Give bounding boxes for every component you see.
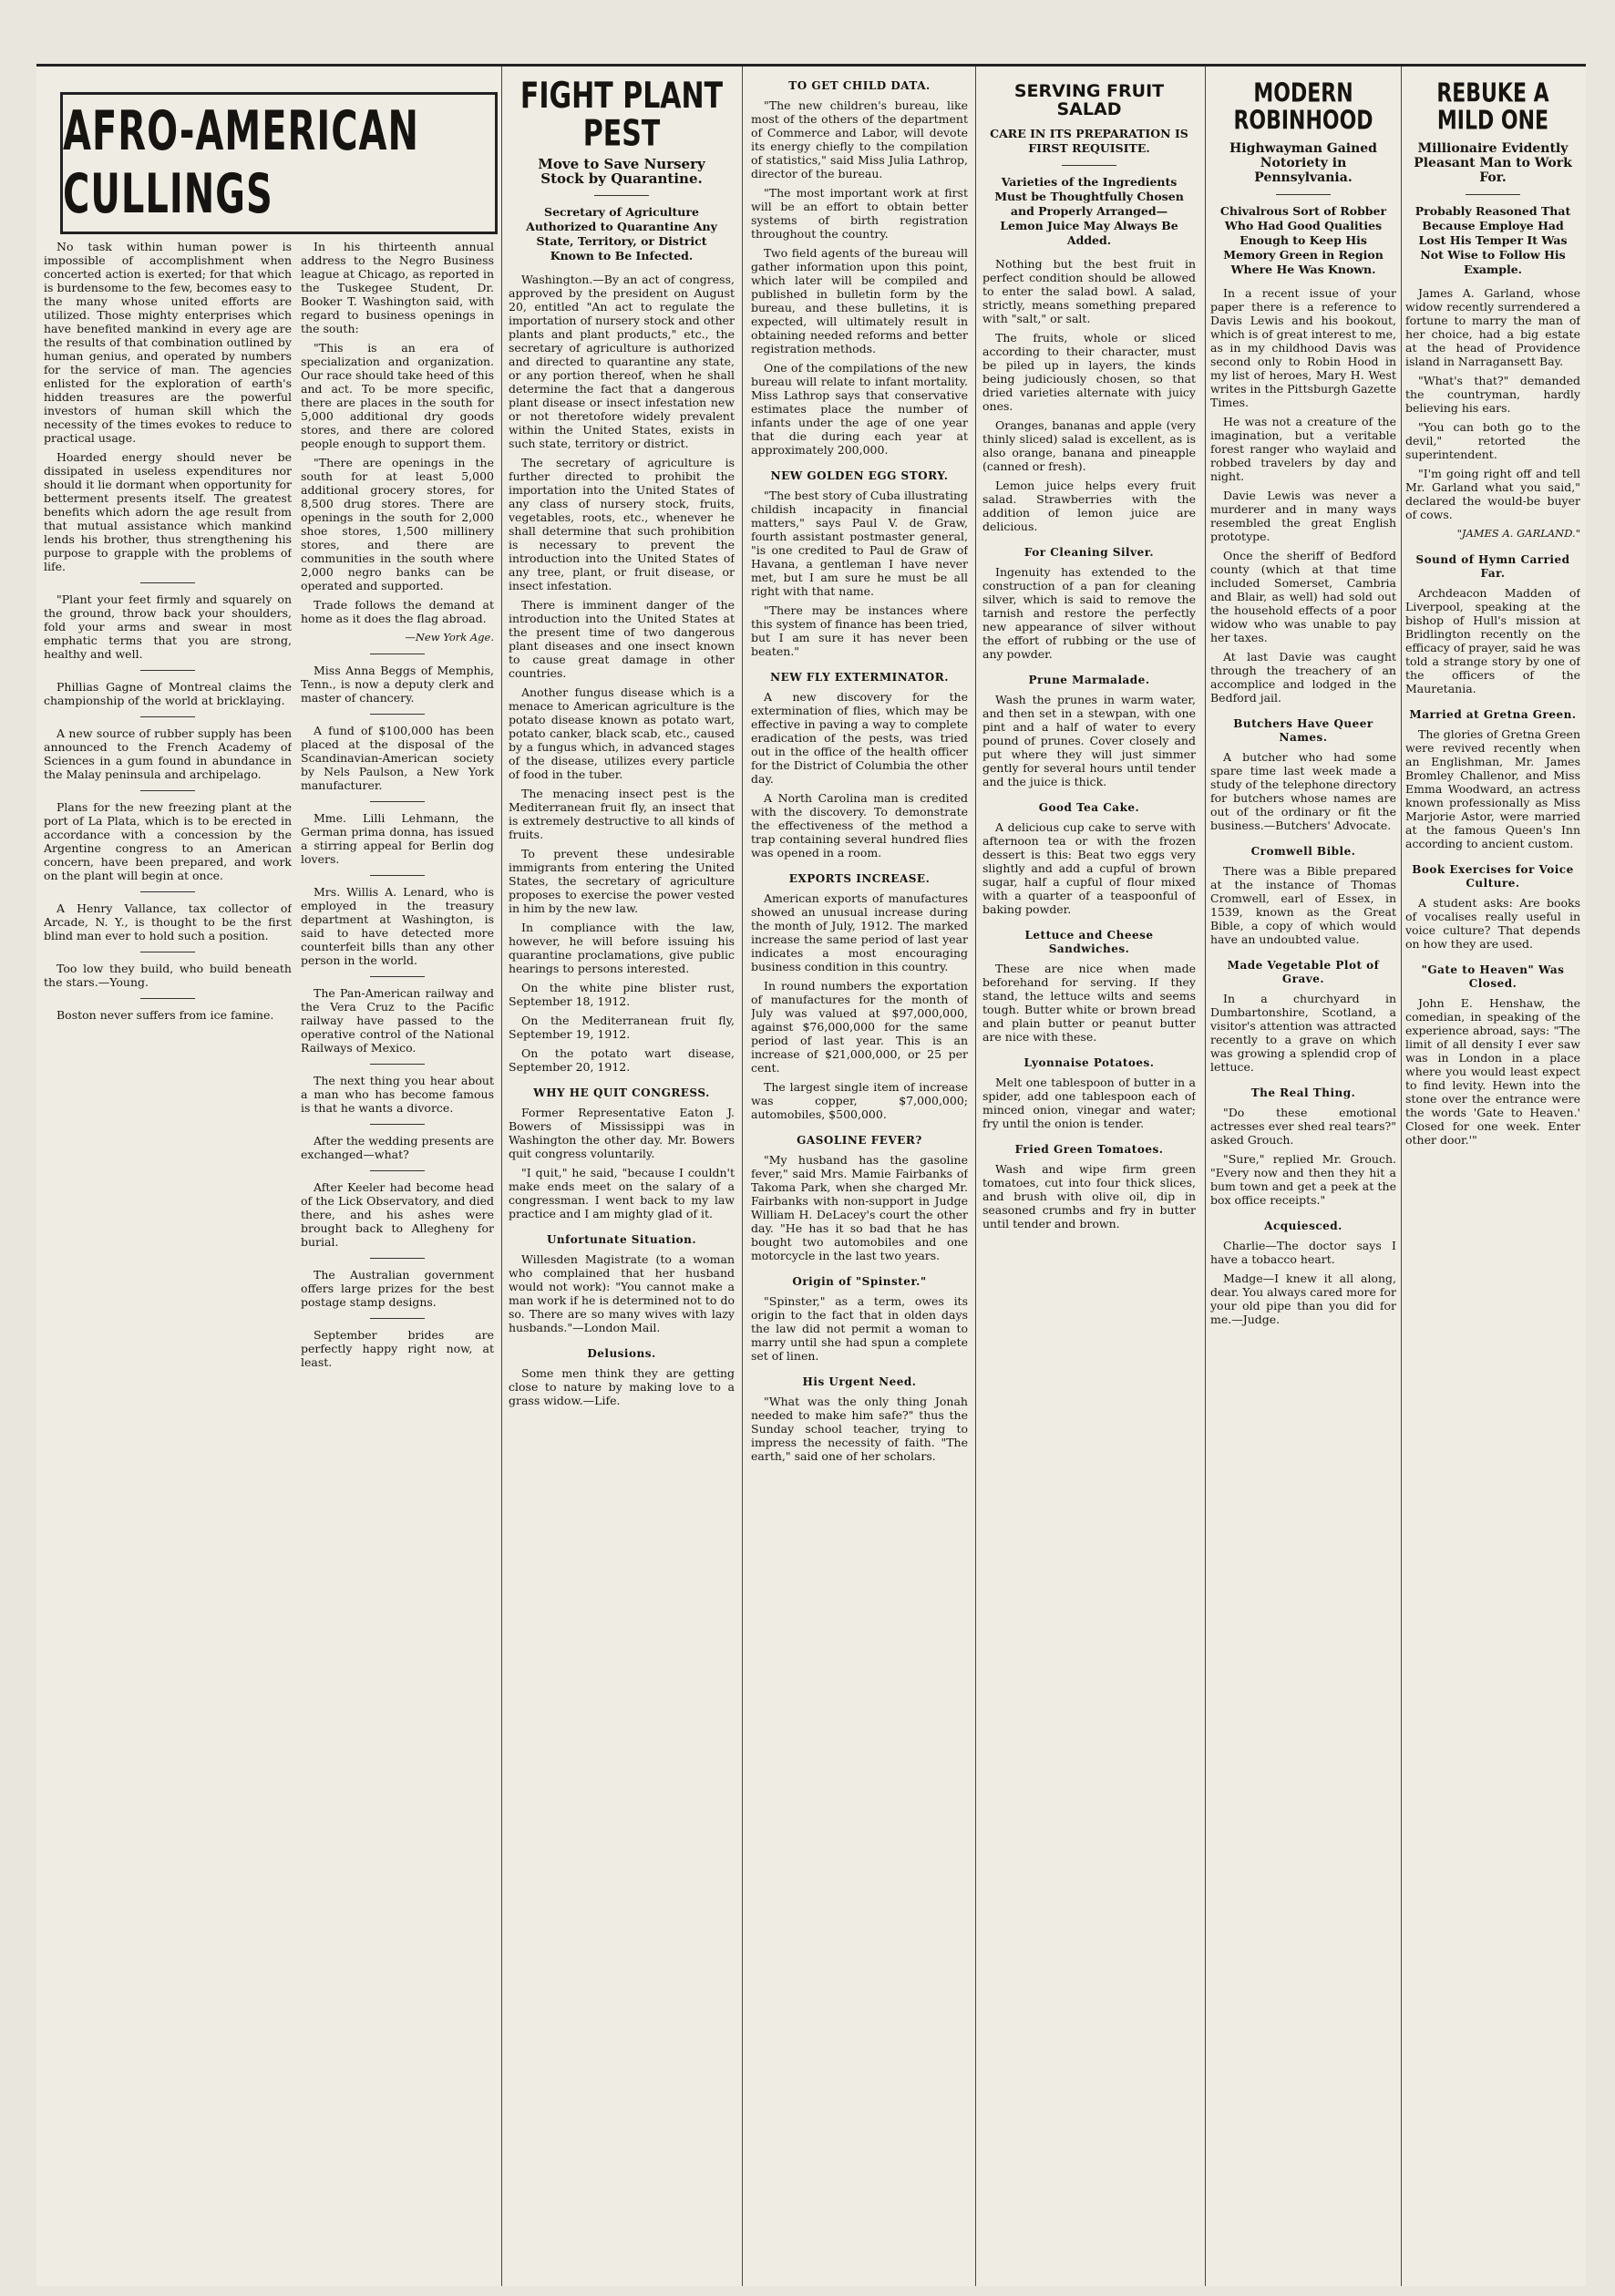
- subheading: Lettuce and Cheese Sandwiches.: [1024, 928, 1154, 955]
- article-paragraph: "Sure," replied Mr. Grouch. "Every now and then they hit a bum town and get a peek at the box office receipts.": [1210, 1152, 1396, 1208]
- article-paragraph: Plans for the new freezing plant at the port of La Plata, which is to be erected in accordance with a concession by the Argentine congress to an American concern, have been prepared, and work on the plant will begin at once.: [44, 800, 292, 882]
- article-paragraph: On the white pine blister rust, September 18, 1912.: [509, 981, 735, 1008]
- divider: [370, 801, 425, 802]
- article-paragraph: Davie Lewis was never a murderer and in many ways resembled the great English prototype.: [1210, 489, 1396, 544]
- article-deck: Highwayman Gained Notoriety in Pennsylvania.: [1229, 141, 1377, 186]
- article-paragraph: Hoarded energy should never be dissipated in useless expenditures nor should it lie dormant when opportunity for betterment presents itself. The greatest benefits which adorn the age result from that mutual assistance which mankind lends his brother, thus strengthening his purpose to grapple with the problems of life.: [44, 450, 292, 573]
- subheading: His Urgent Need.: [802, 1375, 917, 1388]
- article-paragraph: Former Representative Eaton J. Bowers of Mississippi was in Washington the other day. Mr. Bowers quit congress voluntarily.: [509, 1106, 735, 1160]
- subheading: Origin of "Spinster.": [792, 1275, 927, 1288]
- article-paragraph: The fruits, whole or sliced according to their character, must be piled up in layers, the kinds being judiciously chosen, so that dried varieties alternate with juicy ones.: [982, 330, 1196, 413]
- banner-title: AFRO-AMERICAN CULLINGS: [63, 100, 419, 226]
- column-3: [751, 76, 968, 2277]
- article-paragraph: American exports of manufactures showed an unusual increase during the month of July, 1912. The marked increase the same period of last year indicates a most encouraging business condition in this country.: [751, 891, 968, 973]
- article-paragraph: "The new children's bureau, like most of the others of the department of Commerce and Labor, will devote its energy chiefly to the compilation of statistics," said Miss Julia Lathrop, director of the bureau.: [751, 98, 968, 180]
- subheading: Good Tea Cake.: [1038, 800, 1140, 814]
- article-paragraph: "You can both go to the devil," retorted the superintendent.: [1405, 420, 1580, 462]
- column-1: [44, 240, 292, 2277]
- article-paragraph: Oranges, bananas and apple (very thinly sliced) salad is excellent, as is also orange, banana and pineapple (canned or fresh).: [982, 417, 1196, 473]
- article-paragraph: No task within human power is impossible of accomplishment when concerted action is exerted; for that which is burdensome to the few, becomes easy to the many whose united efforts are utilized. Those mighty enterprises which have benefited mankind in every age are the results of that combination outlined by human genius, and operated by numbers for the service of man. The agencies enlisted for the exploration of earth's hidden treasures are the powerful investors of human skill which the necessity of the times evokes to reduce to practical usage.: [44, 240, 292, 445]
- subheading: GASOLINE FEVER?: [797, 1134, 922, 1147]
- article-paragraph: These are nice when made beforehand for serving. If they stand, the lettuce wilts and seems tough. Butter white or brown bread and plain butter or peanut butter are nice with these.: [982, 961, 1196, 1044]
- article-paragraph: "This is an era of specialization and organization. Our race should take heed of this and act. To be more specific, there are places in the south for 5,000 additional dry goods stores, and there are colored people enough to support them.: [301, 341, 494, 450]
- article-paragraph: Washington.—By an act of congress, approved by the president on August 20, entitled "An act to regulate the importation of nursery stock and other plants and plant products," etc., the secretary of agriculture is authorized and directed to quarantine any state, or any portion thereof, when he shall determine the fact that a dangerous plant disease or insect infestation new or not theretofore widely prevalent within the United States, exists in such state, territory or district.: [509, 273, 735, 450]
- article-paragraph: "I quit," he said, "because I couldn't make ends meet on the salary of a congressman. I went back to my law practice and I am mighty glad of it.: [509, 1166, 735, 1220]
- divider: [140, 582, 195, 583]
- subheading: Delusions.: [587, 1347, 656, 1360]
- article-paragraph: The secretary of agriculture is further directed to prohibit the importation into the United States of any class of nursery stock, fruits, vegetables, roots, etc., whenever he shall determine that such prohibition is necessary to prevent the introduction into the United States of any tree, plant, or fruit disease, or insect infestation.: [509, 456, 735, 592]
- headline: FIGHT PLANT PEST: [519, 76, 724, 155]
- article-deck: Move to Save Nursery Stock by Quarantine.: [538, 156, 705, 187]
- subheading: NEW GOLDEN EGG STORY.: [770, 469, 949, 482]
- article-signature: "JAMES A. GARLAND.": [1456, 527, 1580, 541]
- article-paragraph: One of the compilations of the new bureau will relate to infant mortality. Miss Lathrop says that conservative estimates place the number of infants under the age of one year that die during each year at approximately 200,000.: [751, 361, 968, 457]
- column-1b: [301, 240, 494, 2277]
- article-paragraph: In a churchyard in Dumbartonshire, Scotland, a visitor's attention was attracted recently to a grave on which was growing a splendid crop of lettuce.: [1210, 992, 1396, 1075]
- subheading: Lyonnaise Potatoes.: [1024, 1055, 1155, 1069]
- divider: [140, 891, 195, 892]
- article-paragraph: Phillias Gagne of Montreal claims the championship of the world at bricklaying.: [44, 680, 292, 707]
- headline: MODERN ROBINHOOD: [1233, 78, 1373, 137]
- article-subdeck: Secretary of Agriculture Authorized to Quarantine Any State, Territory, or District Known to Be Infected.: [526, 205, 717, 263]
- subheading: TO GET CHILD DATA.: [788, 79, 931, 92]
- article-paragraph: On the potato wart disease, September 20, 1912.: [509, 1046, 735, 1074]
- article-paragraph: Madge—I knew it all along, dear. You always cared more for your old pipe than you did for me.—Judge.: [1210, 1272, 1396, 1327]
- subheading: The Real Thing.: [1250, 1086, 1356, 1100]
- divider: [370, 1064, 425, 1065]
- headline: REBUKE A MILD ONE: [1436, 78, 1549, 137]
- column-rule: [742, 67, 743, 2286]
- article-paragraph: "There are openings in the south for at least 5,000 additional grocery stores, for 8,500 drug stores. There are openings in the south for 2,000 shoe stores, 1,500 millinery stores, and there are communities in the south where 2,000 negro banks can be operated and supported.: [301, 456, 494, 592]
- article-paragraph: A North Carolina man is credited with the discovery. To demonstrate the effectiveness of the method a trap containing several hundred flies was opened in a room.: [751, 791, 968, 860]
- article-subdeck: Chivalrous Sort of Robber Who Had Good Qualities Enough to Keep His Memory Green in Region Where He Was Known.: [1219, 204, 1387, 277]
- divider: [140, 998, 195, 999]
- divider: [1062, 165, 1116, 166]
- article-paragraph: "There may be instances where this system of finance has been tried, but I am sure it has never been beaten.": [751, 603, 968, 658]
- divider: [370, 875, 425, 876]
- article-paragraph: A new discovery for the extermination of flies, which may be effective in paving a way to complete eradication of the pests, was tried out in the office of the health officer for the District of Columbia the other day.: [751, 690, 968, 786]
- article-paragraph: In compliance with the law, however, he will before issuing his quarantine proclamations, give public hearings to persons interested.: [509, 921, 735, 975]
- article-paragraph: After the wedding presents are exchanged—what?: [301, 1134, 494, 1161]
- article-paragraph: On the Mediterranean fruit fly, September 19, 1912.: [509, 1014, 735, 1041]
- article-paragraph: John E. Henshaw, the comedian, in speaking of the experience abroad, says: "The limit of all density I ever saw was in London in a place where you would least expect to find levity. Hewn into the stone over the entrance were the words 'Gate to Heaven.' Closed for one week. Enter other door.'": [1405, 996, 1580, 1148]
- article-paragraph: "My husband has the gasoline fever," said Mrs. Mamie Fairbanks of Takoma Park, when she charged Mr. Fairbanks with non-support in Judge William H. DeLacey's court the other day. "He has it so bad that he has bought two automobiles and one motorcycle in the last two years.: [751, 1153, 968, 1262]
- article-paragraph: Wash and wipe firm green tomatoes, cut into four thick slices, and brush with olive oil, dip in seasoned crumbs and fry in butter until tender and brown.: [982, 1161, 1196, 1230]
- subheading: Unfortunate Situation.: [546, 1233, 697, 1246]
- column-rule: [975, 67, 976, 2286]
- article-paragraph: Trade follows the demand at home as it does the flag abroad.: [301, 598, 494, 625]
- article-paragraph: In his thirteenth annual address to the Negro Business league at Chicago, as reported in the Tuskegee Student, Dr. Booker T. Washington said, with regard to business openings in the south:: [301, 240, 494, 335]
- article-paragraph: "What's that?" demanded the countryman, hardly believing his ears.: [1405, 374, 1580, 416]
- article-paragraph: Charlie—The doctor says I have a tobacco heart.: [1210, 1239, 1396, 1267]
- article-paragraph: Too low they build, who build beneath the stars.—Young.: [44, 962, 292, 989]
- article-paragraph: A student asks: Are books of vocalises really useful in voice culture? That depends on how they are used.: [1405, 896, 1580, 952]
- divider: [1276, 194, 1331, 195]
- column-rule: [1401, 67, 1402, 2286]
- article-paragraph: Wash the prunes in warm water, and then set in a stewpan, with one pint and a half of water to every pound of prunes. Cover closely and put where they will just simmer gently for several hours until tender and the juice is thick.: [982, 692, 1196, 788]
- article-paragraph: Miss Anna Beggs of Memphis, Tenn., is now a deputy clerk and master of chancery.: [301, 664, 494, 705]
- article-subdeck: Varieties of the Ingredients Must be Thoughtfully Chosen and Properly Arranged—Lemon Juice May Always Be Added.: [994, 174, 1184, 247]
- divider: [370, 1124, 425, 1125]
- divider: [1466, 194, 1520, 195]
- article-paragraph: Willesden Magistrate (to a woman who complained that her husband would not work): "You cannot make a man work if he is determined not to do so. There are so many wives with lazy husbands."—London Mail.: [509, 1252, 735, 1334]
- article-signature: —New York Age.: [405, 631, 494, 643]
- subheading: Made Vegetable Plot of Grave.: [1227, 959, 1380, 986]
- article-paragraph: A new source of rubber supply has been announced to the French Academy of Sciences in a gum found in abundance in the Malay peninsula and archipelago.: [44, 726, 292, 781]
- subheading: Sound of Hymn Carried Far.: [1415, 553, 1570, 581]
- subheading: Married at Gretna Green.: [1409, 708, 1577, 722]
- masthead-banner: [60, 92, 498, 234]
- article-paragraph: "What was the only thing Jonah needed to make him safe?" thus the Sunday school teacher, trying to impress the necessity of faith. "The earth," said one of her scholars.: [751, 1395, 968, 1463]
- newspaper-page: [36, 64, 1586, 2286]
- divider: [370, 1318, 425, 1319]
- divider: [370, 714, 425, 715]
- headline: SERVING FRUIT SALAD: [1013, 81, 1165, 119]
- subheading: Cromwell Bible.: [1250, 845, 1356, 859]
- article-paragraph: After Keeler had become head of the Lick Observatory, and died there, and his ashes were brought back to Allegheny for burial.: [301, 1180, 494, 1249]
- column-rule: [1205, 67, 1206, 2286]
- article-paragraph: The Australian government offers large prizes for the best postage stamp designs.: [301, 1268, 494, 1309]
- article-paragraph: The glories of Gretna Green were revived recently when an Englishman, Mr. James Bromley Challenor, and Miss Emma Woodward, an actress known professionally as Miss Marjorie Astor, were married at the famous Queen's Inn according to ancient custom.: [1405, 727, 1580, 851]
- article-paragraph: Mme. Lilli Lehmann, the German prima donna, has issued a stirring appeal for Berlin dog lovers.: [301, 811, 494, 866]
- article-paragraph: A delicious cup cake to serve with afternoon tea or with the frozen dessert is this: Beat two eggs very slightly and add a cupful of brown sugar, half a cupful of flour mixed with a quarter of a teaspoonful of baking powder.: [982, 819, 1196, 916]
- subheading: For Cleaning Silver.: [1024, 545, 1155, 559]
- divider: [370, 976, 425, 977]
- article-paragraph: Lemon juice helps every fruit salad. Strawberries with the addition of lemon juice are delicious.: [982, 478, 1196, 533]
- column-4: [982, 76, 1196, 2277]
- column-2: [509, 76, 735, 2277]
- article-paragraph: A Henry Vallance, tax collector of Arcade, N. Y., is thought to be the first blind man ever to hold such a position.: [44, 901, 292, 942]
- article-paragraph: September brides are perfectly happy right now, at least.: [301, 1328, 494, 1369]
- article-paragraph: He was not a creature of the imagination, but a veritable forest ranger who waylaid and robbed travelers by day and night.: [1210, 415, 1396, 484]
- article-paragraph: In a recent issue of your paper there is a reference to Davis Lewis and his bookout, which is of great interest to me, as in my childhood Davis was second only to Robin Hood in my list of heroes, Mary H. West writes in the Pittsburgh Gazette Times.: [1210, 286, 1396, 410]
- article-paragraph: Boston never suffers from ice famine.: [57, 1008, 274, 1022]
- divider: [370, 1170, 425, 1171]
- divider: [594, 195, 649, 196]
- divider: [370, 1258, 425, 1259]
- subheading: Book Exercises for Voice Culture.: [1412, 863, 1574, 891]
- column-5: [1210, 76, 1396, 2277]
- article-paragraph: Mrs. Willis A. Lenard, who is employed in the treasury department at Washington, is said to have detected more counterfeit bills than any other person in the world.: [301, 885, 494, 967]
- article-paragraph: "The best story of Cuba illustrating childish incapacity in financial matters," says Paul V. de Graw, fourth assistant postmaster general, "is one credited to Paul de Graw of Havana, a gentleman I have never met, but I am sure he must be all right with that name.: [751, 489, 968, 598]
- subheading: Butchers Have Queer Names.: [1233, 717, 1373, 745]
- article-paragraph: Once the sheriff of Bedford county (which at that time included Somerset, Cambria and Blair, as well) had sold out the household effects of a poor widow who was unable to pay her taxes.: [1210, 549, 1396, 645]
- article-paragraph: The largest single item of increase was copper, $7,000,000; automobiles, $500,000.: [751, 1080, 968, 1121]
- article-paragraph: Archdeacon Madden of Liverpool, speaking at the bishop of Hull's mission at Bridlington recently on the efficacy of prayer, said he was told a strange story by one of the officers of the Mauretania.: [1405, 586, 1580, 696]
- article-paragraph: Melt one tablespoon of butter in a spider, add one tablespoon each of minced onion, vinegar and water; fry until the onion is tender.: [982, 1075, 1196, 1130]
- article-paragraph: "Do these emotional actresses ever shed real tears?" asked Grouch.: [1210, 1106, 1396, 1148]
- article-paragraph: Two field agents of the bureau will gather information upon this point, which later will be compiled and published in bulletin form by the bureau, and these bulletins, it is expected, will ultimately result in obtaining needed reforms and better registration methods.: [751, 246, 968, 355]
- column-6: [1405, 76, 1580, 2277]
- divider: [140, 716, 195, 717]
- article-paragraph: Nothing but the best fruit in perfect condition should be allowed to enter the salad bowl. A salad, strictly, means something prepared with "salt," or salt.: [982, 256, 1196, 325]
- divider: [140, 670, 195, 671]
- article-paragraph: "The most important work at first will be an effort to obtain better systems of birth registration throughout the country.: [751, 186, 968, 241]
- article-paragraph: To prevent these undesirable immigrants from entering the United States, the secretary of agriculture proposes to exercise the power vested in him by the new law.: [509, 847, 735, 915]
- article-subdeck: Probably Reasoned That Because Employe Had Lost His Temper It Was Not Wise to Follow His Example.: [1414, 204, 1571, 277]
- article-deck: CARE IN ITS PREPARATION IS FIRST REQUISITE.: [990, 126, 1188, 155]
- article-paragraph: Another fungus disease which is a menace to American agriculture is the potato disease known as potato wart, potato canker, black scab, etc., caused by a fungus which, in advanced stages of the disease, utilizes every particle of food in the tuber.: [509, 685, 735, 781]
- article-paragraph: The menacing insect pest is the Mediterranean fruit fly, an insect that is extremely destructive to all kinds of fruits.: [509, 787, 735, 841]
- divider: [140, 790, 195, 791]
- subheading: NEW FLY EXTERMINATOR.: [770, 671, 949, 684]
- article-paragraph: Ingenuity has extended to the construction of a pan for cleaning silver, which is said to remove the tarnish and restore the perfectly new appearance of silver without the effort of rubbing or the use of any powder.: [982, 564, 1196, 661]
- article-paragraph: A butcher who had some spare time last week made a study of the telephone directory for butchers whose names are out of the ordinary or fit the business.—Butchers' Advocate.: [1210, 750, 1396, 833]
- article-paragraph: "Plant your feet firmly and squarely on the ground, throw back your shoulders, fold your arms and swear in most emphatic terms that you are strong, healthy and well.: [44, 592, 292, 661]
- subheading: "Gate to Heaven" Was Closed.: [1421, 963, 1565, 991]
- subheading: EXPORTS INCREASE.: [788, 872, 931, 885]
- column-rule: [501, 67, 502, 2286]
- subheading: Prune Marmalade.: [1028, 673, 1150, 686]
- article-paragraph: The next thing you hear about a man who has become famous is that he wants a divorce.: [301, 1074, 494, 1115]
- article-paragraph: In round numbers the exportation of manufactures for the month of July was valued at $97,000,000, against $76,000,000 for the same period of last year. This is an increase of $21,000,000, or 25 per cent.: [751, 979, 968, 1075]
- subheading: WHY HE QUIT CONGRESS.: [533, 1086, 710, 1099]
- article-paragraph: A fund of $100,000 has been placed at the disposal of the Scandinavian-American society by Nels Paulson, a New York manufacturer.: [301, 724, 494, 792]
- article-paragraph: "Spinster," as a term, owes its origin to the fact that in olden days the law did not permit a woman to marry until she had spun a complete set of linen.: [751, 1294, 968, 1363]
- article-paragraph: At last Davie was caught through the treachery of an accomplice and lodged in the Bedford jail.: [1210, 650, 1396, 705]
- article-paragraph: James A. Garland, whose widow recently surrendered a fortune to marry the man of her choice, had a big estate at the head of Providence island in Narragansett Bay.: [1405, 286, 1580, 369]
- article-paragraph: There was a Bible prepared at the instance of Thomas Cromwell, earl of Essex, in 1539, known as the Great Bible, a copy of which would have an undoubted value.: [1210, 864, 1396, 947]
- article-paragraph: "I'm going right off and tell Mr. Garland what you said," declared the would-be buyer of cows.: [1405, 467, 1580, 522]
- article-paragraph: Some men think they are getting close to nature by making love to a grass widow.—Life.: [509, 1366, 735, 1407]
- subheading: Acquiesced.: [1264, 1220, 1342, 1233]
- article-paragraph: The Pan-American railway and the Vera Cruz to the Pacific railway have passed to the operative control of the National Railways of Mexico.: [301, 986, 494, 1055]
- article-deck: Millionaire Evidently Pleasant Man to Work For.: [1414, 141, 1572, 186]
- subheading: Fried Green Tomatoes.: [1014, 1142, 1164, 1156]
- article-paragraph: There is imminent danger of the introduction into the United States at the present time of two dangerous plant diseases and one insect known to cause great damage in other countries.: [509, 598, 735, 680]
